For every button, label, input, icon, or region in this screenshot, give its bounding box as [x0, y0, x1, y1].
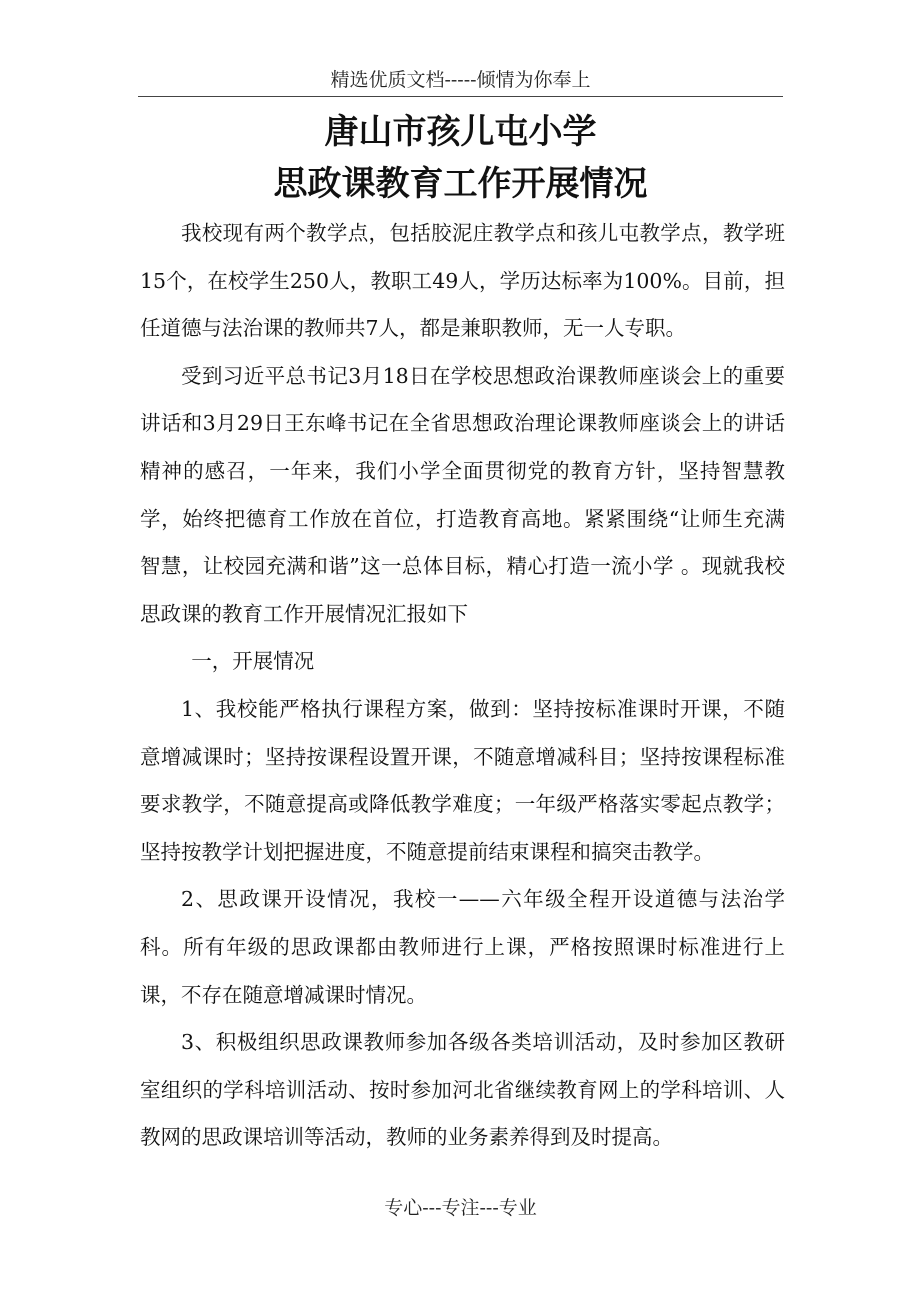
page-header: 精选优质文档-----倾情为你奉上	[330, 69, 591, 91]
section-heading-status: 一，开展情况	[191, 649, 315, 674]
document-body	[140, 210, 785, 1162]
paragraph-item-3: 3、积极组织思政课教师参加各级各类培训活动，及时参加区教研室组织的学科培训活动、按时参加河北省继续教育网上的学科培训、人教网的思政课培训等活动，教师的业务素养得到及时提高。	[140, 1030, 785, 1150]
header-divider	[138, 96, 783, 97]
document-title-subject: 思政课教育工作开展情况	[273, 164, 648, 204]
paragraph-item-2: 2、思政课开设情况，我校一——六年级全程开设道德与法治学科。所有年级的思政课都由教师进行上课，严格按照课时标准进行上课，不存在随意增减课时情况。	[140, 887, 785, 1007]
paragraph-school-overview: 我校现有两个教学点，包括胶泥庄教学点和孩儿屯教学点，教学班15个，在校学生250人，教职工49人，学历达标率为100%。目前，担任道德与法治课的教师共7人，都是兼职教师，无一人专职。	[140, 221, 785, 341]
page-footer: 专心---专注---专业	[384, 1197, 537, 1219]
document-title-school: 唐山市孩儿屯小学	[324, 112, 597, 152]
paragraph-introduction: 受到习近平总书记3月18日在学校思想政治课教师座谈会上的重要讲话和3月29日王东峰书记在全省思想政治理论课教师座谈会上的讲话精神的感召，一年来，我们小学全面贯彻党的教育方针，坚持智慧教学，始终把德育工作放在首位，打造教育高地。紧紧围绕“让师生充满智慧，让校园充满和谐”这一总体目标，精心打造一流小学 。现就我校思政课的教育工作开展情况汇报如下	[140, 363, 785, 626]
paragraph-item-1: 1、我校能严格执行课程方案，做到：坚持按标准课时开课，不随意增减课时；坚持按课程设置开课，不随意增减科目；坚持按课程标准要求教学，不随意提高或降低教学难度；一年级严格落实零起点教学；坚持按教学计划把握进度，不随意提前结束课程和搞突击教学。	[140, 696, 785, 864]
